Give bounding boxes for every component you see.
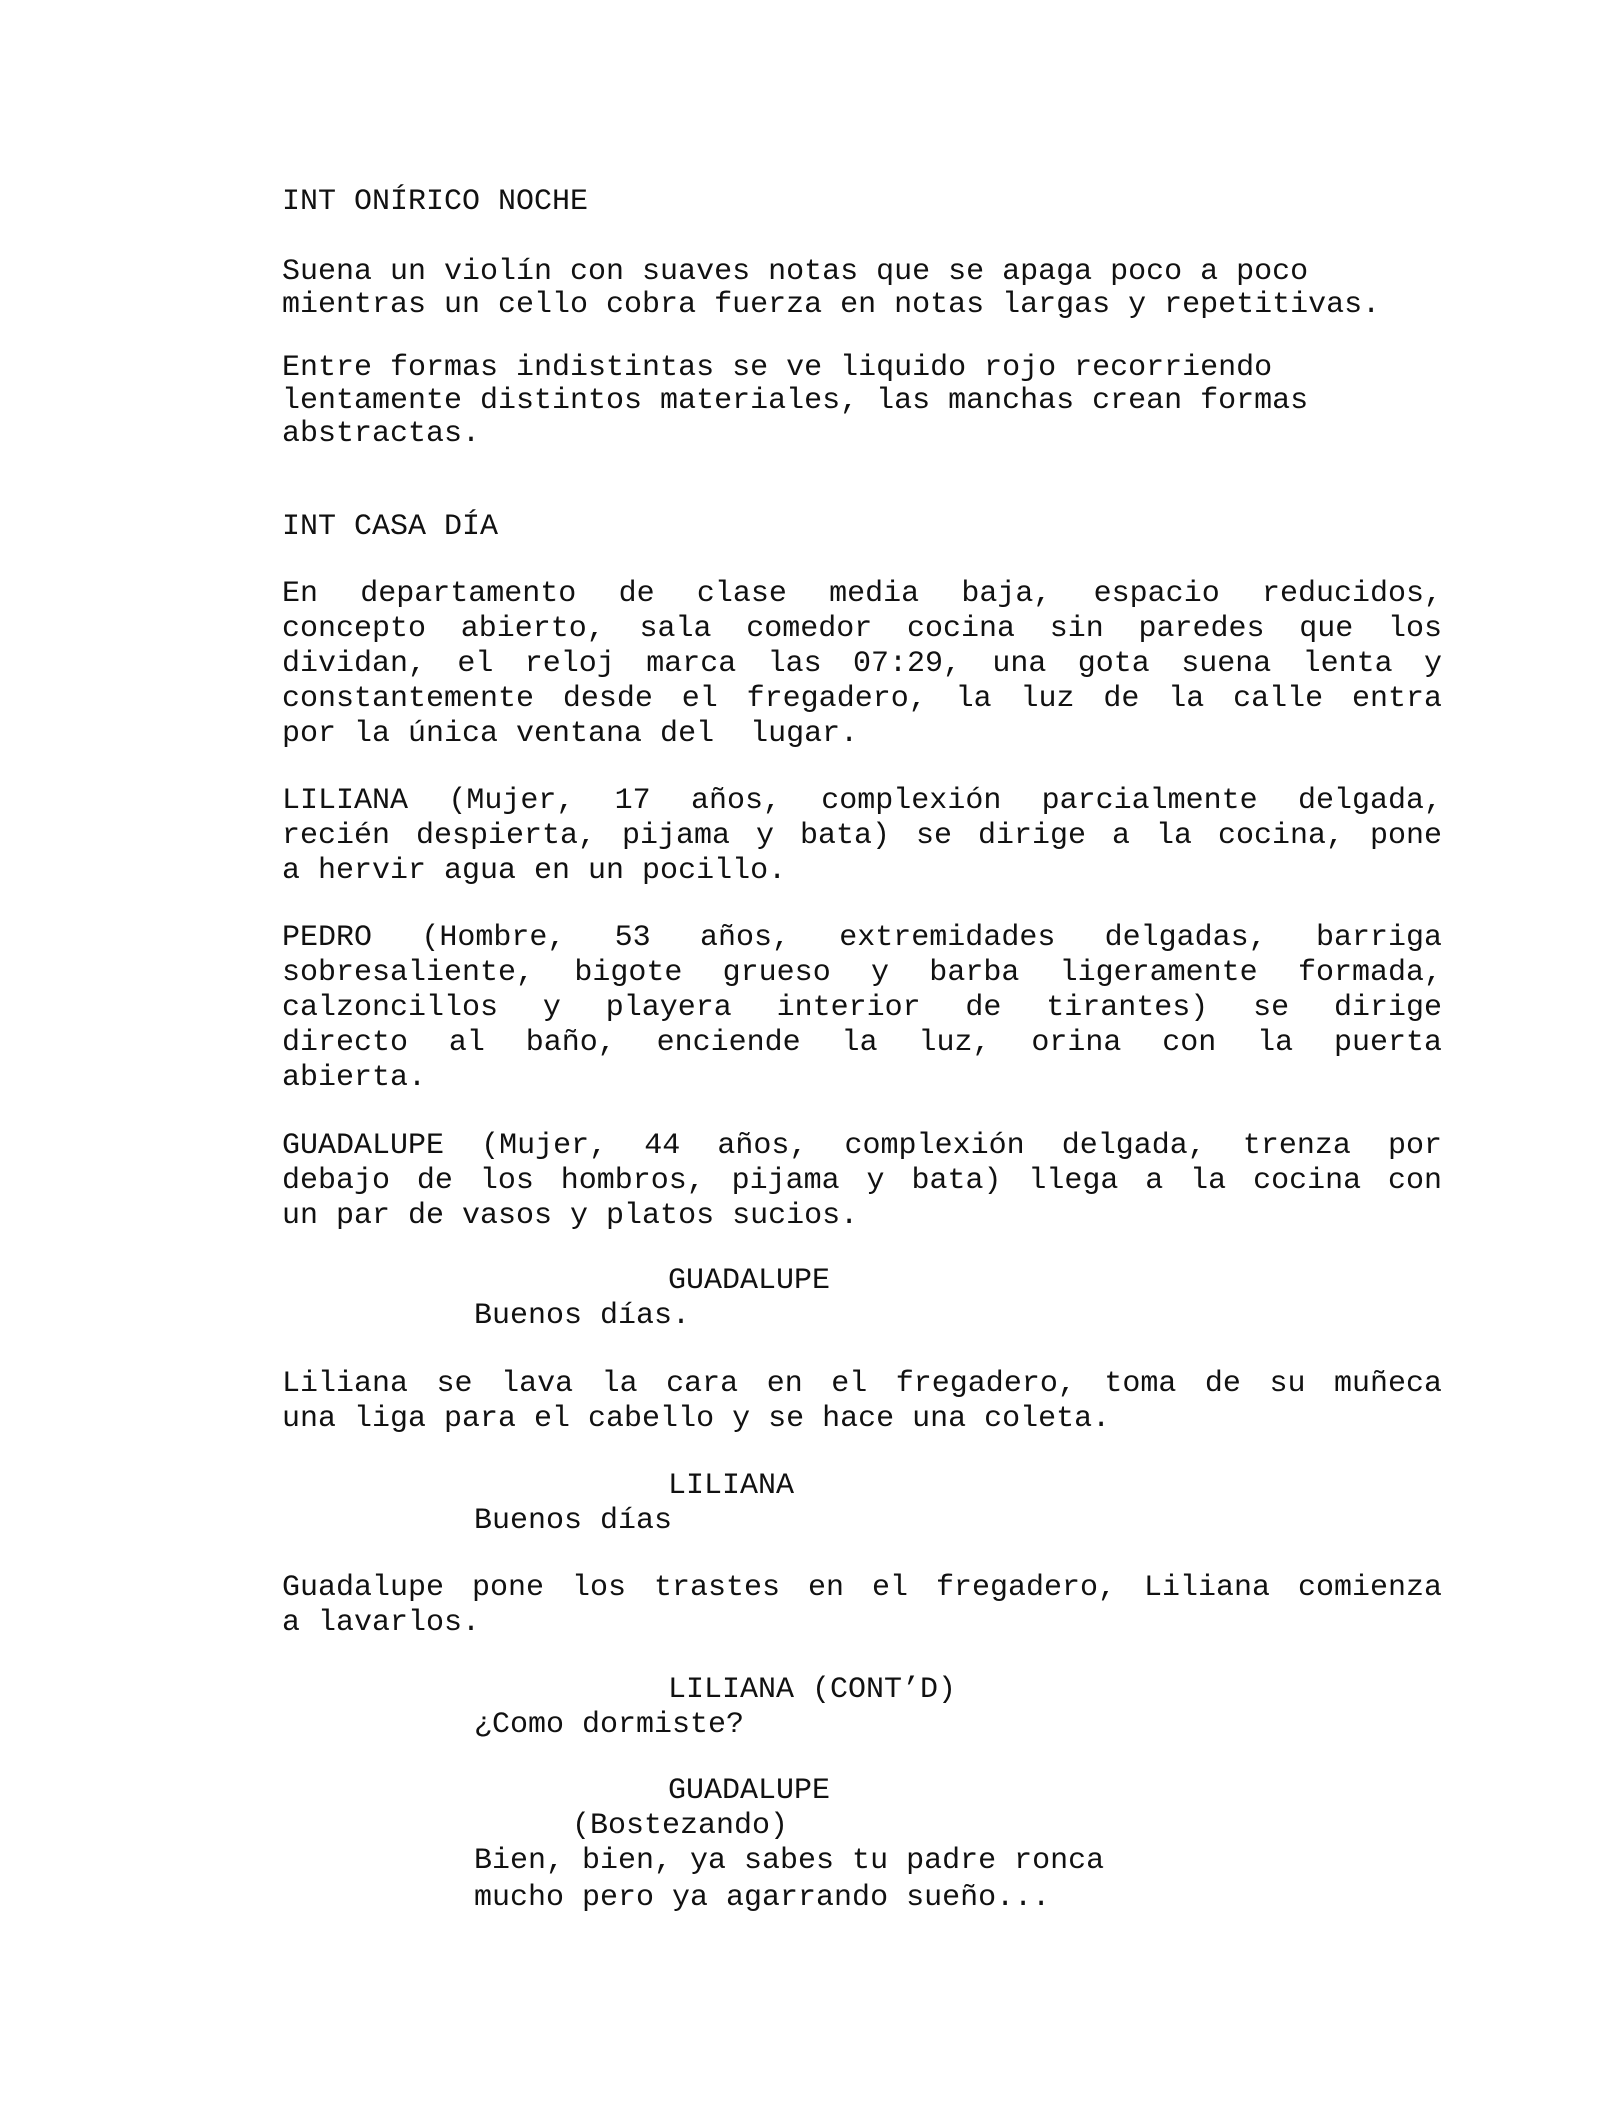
action-line: concepto abierto, sala comedor cocina sin paredes que los: [282, 612, 1442, 646]
action-line: por la única ventana del lugar.: [282, 717, 859, 751]
dialogue-line: Buenos días: [474, 1504, 673, 1538]
action-line: Entre formas indistintas se ve liquido rojo recorriendo: [282, 351, 1273, 385]
action-line: un par de vasos y platos sucios.: [282, 1199, 859, 1233]
action-line: Guadalupe pone los trastes en el fregadero, Liliana comienza: [282, 1571, 1442, 1605]
dialogue-line: ¿Como dormiste?: [474, 1708, 745, 1742]
character-name: GUADALUPE: [668, 1774, 831, 1808]
dialogue-line: Bien, bien, ya sabes tu padre ronca: [474, 1844, 1105, 1878]
action-line: lentamente distintos materiales, las manchas crean formas: [282, 384, 1309, 418]
action-line: mientras un cello cobra fuerza en notas largas y repetitivas.: [282, 288, 1381, 322]
action-line: directo al baño, enciende la luz, orina con la puerta: [282, 1026, 1442, 1060]
action-line: a lavarlos.: [282, 1606, 481, 1640]
action-line: sobresaliente, bigote grueso y barba ligeramente formada,: [282, 956, 1442, 990]
action-line: recién despierta, pijama y bata) se dirige a la cocina, pone: [282, 819, 1442, 853]
action-line: PEDRO (Hombre, 53 años, extremidades delgadas, barriga: [282, 921, 1442, 955]
action-line: Suena un violín con suaves notas que se apaga poco a poco: [282, 255, 1309, 289]
dialogue-line: mucho pero ya agarrando sueño...: [474, 1881, 1051, 1915]
parenthetical: (Bostezando): [572, 1809, 789, 1843]
scene-heading: INT ONÍRICO NOCHE: [282, 185, 589, 219]
action-line: calzoncillos y playera interior de tirantes) se dirige: [282, 991, 1442, 1025]
action-line: LILIANA (Mujer, 17 años, complexión parcialmente delgada,: [282, 784, 1442, 818]
action-line: constantemente desde el fregadero, la luz de la calle entra: [282, 682, 1442, 716]
action-line: En departamento de clase media baja, espacio reducidos,: [282, 577, 1442, 611]
action-line: abierta.: [282, 1061, 427, 1095]
action-line: dividan, el reloj marca las 07:29, una gota suena lenta y: [282, 647, 1442, 681]
action-line: Liliana se lava la cara en el fregadero, toma de su muñeca: [282, 1367, 1442, 1401]
action-line: debajo de los hombros, pijama y bata) llega a la cocina con: [282, 1164, 1442, 1198]
dialogue-line: Buenos días.: [474, 1299, 691, 1333]
action-line: a hervir agua en un pocillo.: [282, 854, 787, 888]
action-line: una liga para el cabello y se hace una coleta.: [282, 1402, 1111, 1436]
action-line: GUADALUPE (Mujer, 44 años, complexión delgada, trenza por: [282, 1129, 1442, 1163]
character-name: LILIANA: [668, 1469, 795, 1503]
character-name: GUADALUPE: [668, 1264, 831, 1298]
character-name: LILIANA (CONT’D): [668, 1673, 957, 1707]
scene-heading: INT CASA DÍA: [282, 510, 499, 544]
action-line: abstractas.: [282, 417, 481, 451]
